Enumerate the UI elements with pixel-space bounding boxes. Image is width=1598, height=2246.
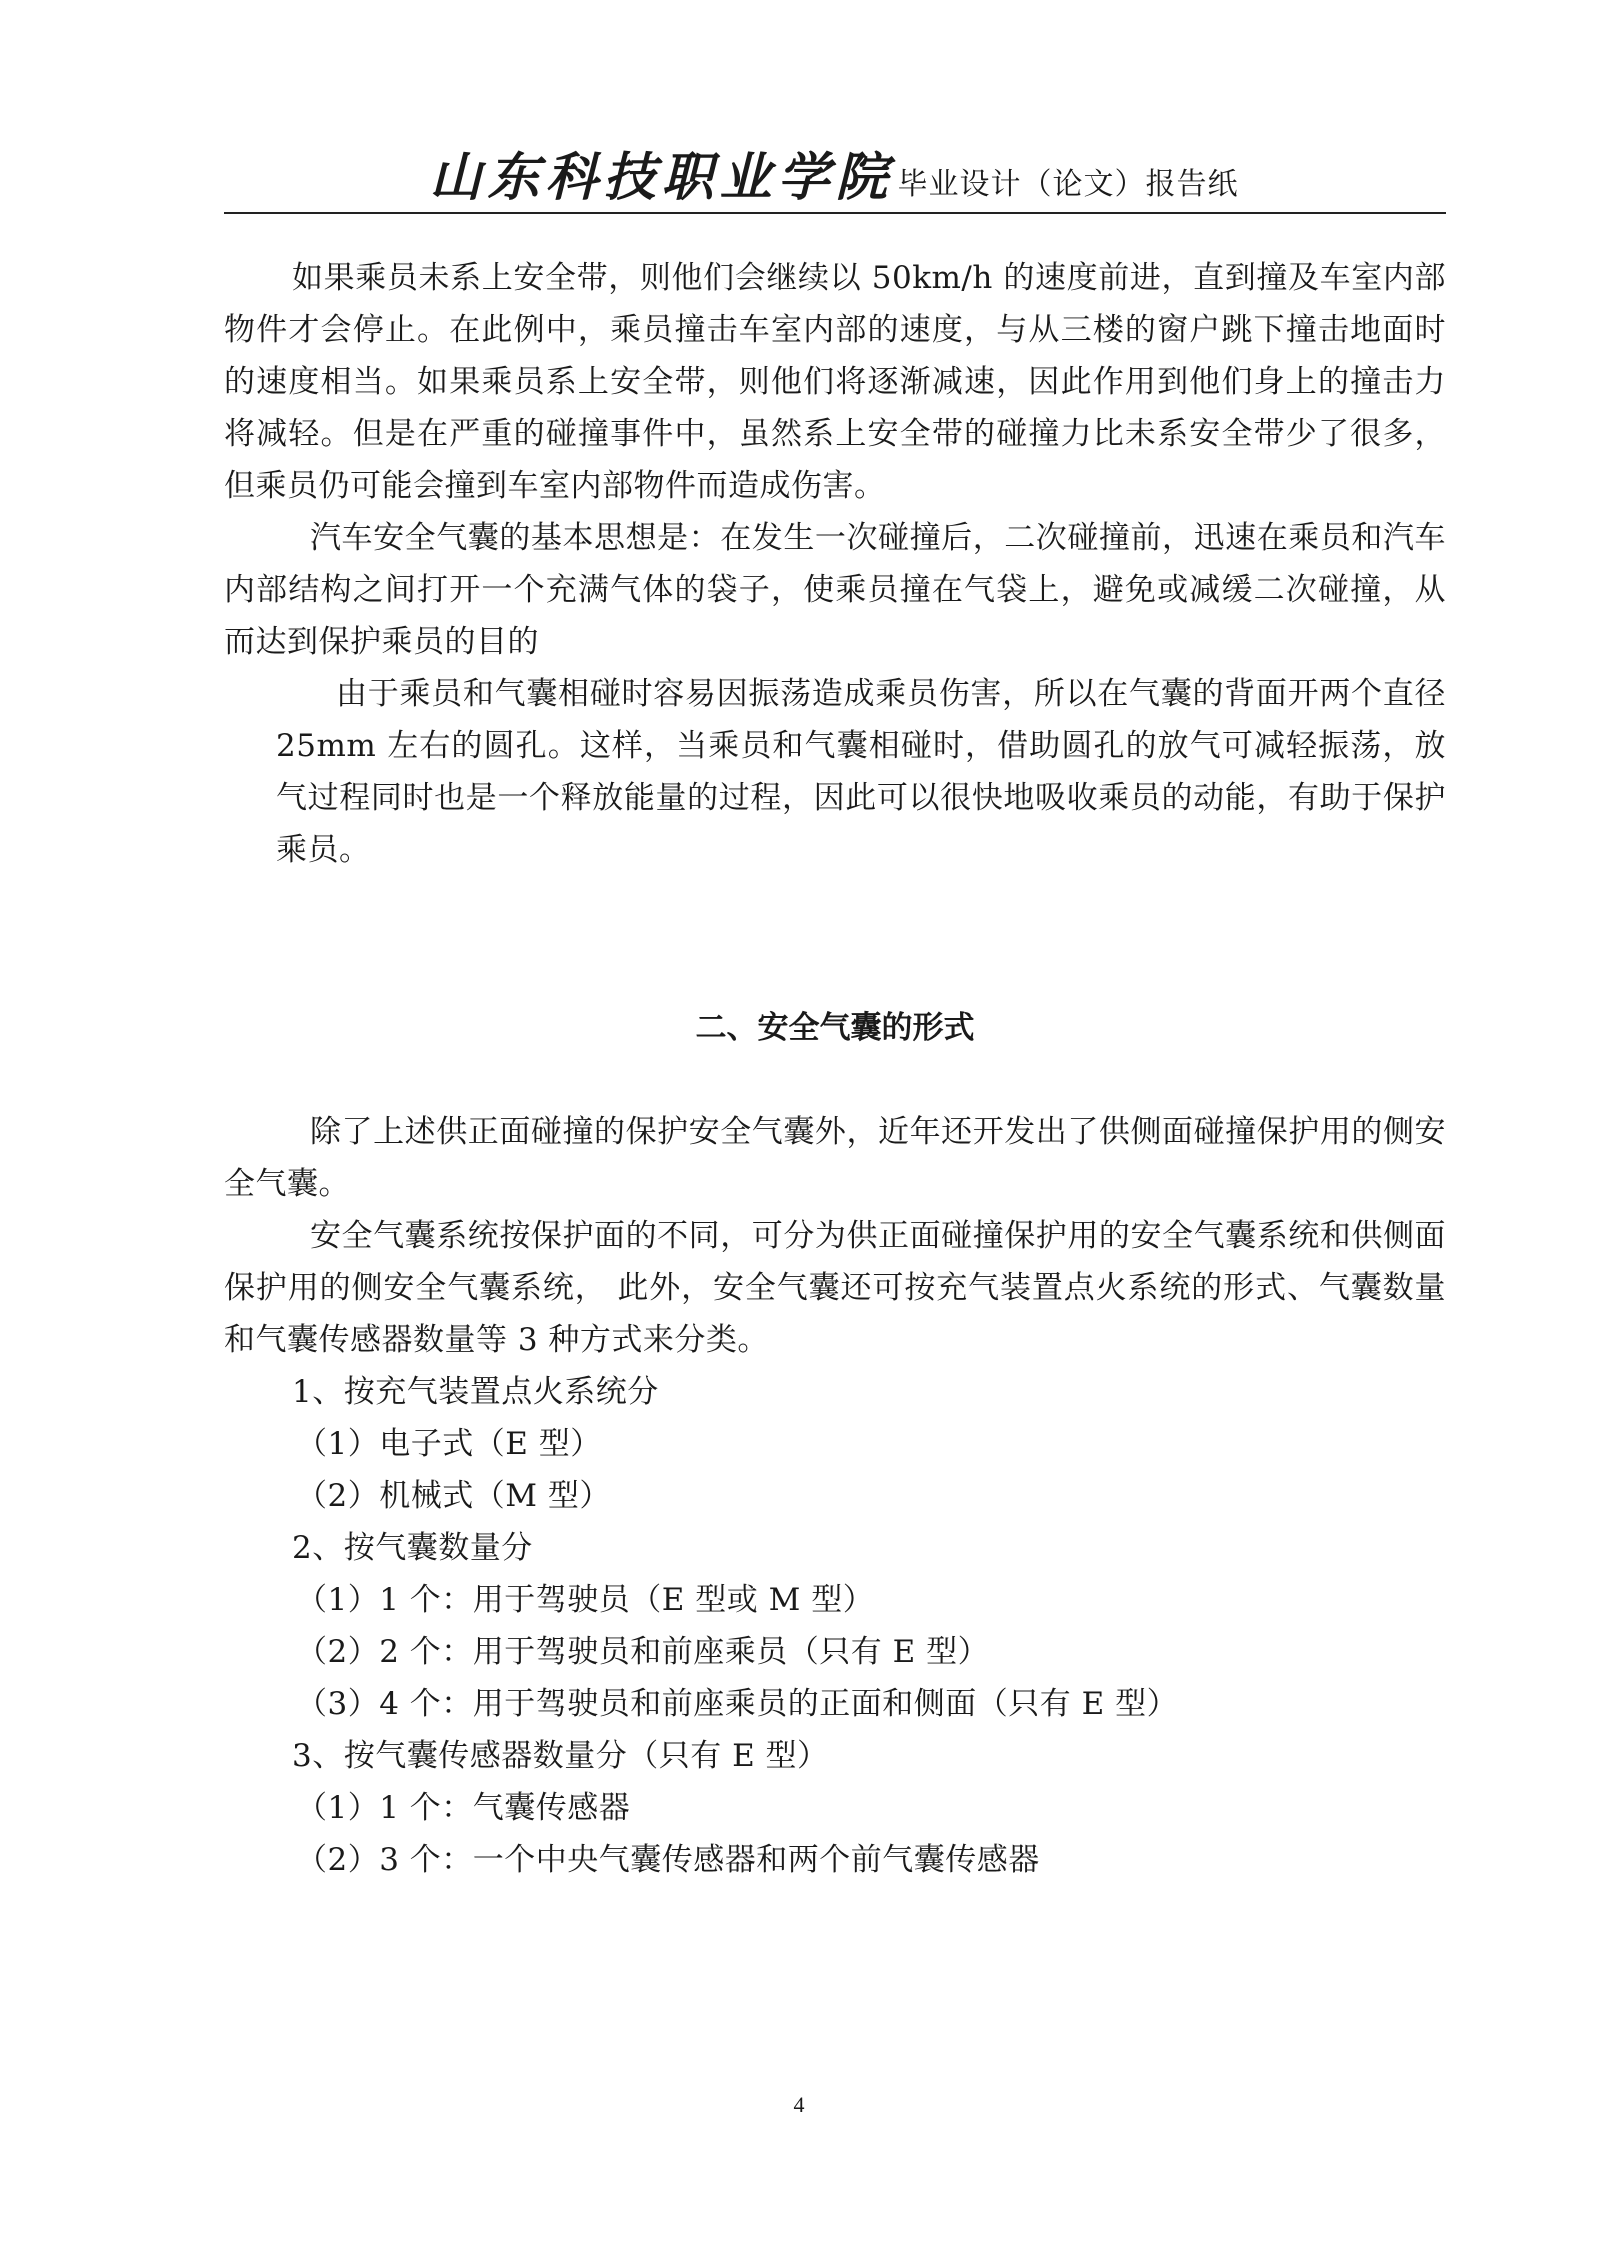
list-item: 3、按气囊传感器数量分（只有 E 型） — [292, 1738, 829, 1774]
list-item: 2、按气囊数量分 — [292, 1530, 533, 1566]
header-subtitle: 毕业设计（论文）报告纸 — [897, 167, 1239, 202]
paragraph-airbag-concept: 汽车安全气囊的基本思想是：在发生一次碰撞后，二次碰撞前，迅速在乘员和汽车内部结构之间打开一个充满气体的袋子，使乘员撞在气袋上，避免或减缓二次碰撞，从而达到保护乘员的目的 — [224, 520, 1446, 660]
school-name: 山东科技职业学院 — [429, 147, 894, 208]
list-item: （1）1 个：气囊传感器 — [296, 1790, 631, 1826]
list-item: （2）3 个：一个中央气囊传感器和两个前气囊传感器 — [296, 1842, 1040, 1878]
header-rule — [224, 212, 1446, 214]
list-item: 1、按充气装置点火系统分 — [292, 1374, 659, 1410]
page-header — [224, 124, 1444, 208]
page-number: 4 — [793, 2092, 805, 2117]
list-item: （2）机械式（M 型） — [296, 1478, 611, 1514]
paragraph-side-airbag: 除了上述供正面碰撞的保护安全气囊外，近年还开发出了供侧面碰撞保护用的侧安全气囊。 — [224, 1114, 1446, 1202]
paragraph-seatbelt: 如果乘员未系上安全带，则他们会继续以 50km/h 的速度前进，直到撞及车室内部物件才会停止。在此例中，乘员撞击车室内部的速度，与从三楼的窗户跳下撞击地面时的速度相当。如果乘员系上安全带，则他们将逐渐减速，因此作用到他们身上的撞击力将减轻。但是在严重的碰撞事件中，虽然系上安全带的碰撞力比未系安全带少了很多，但乘员仍可能会撞到车室内部物件而造成伤害。 — [224, 260, 1446, 504]
list-item: （1）1 个：用于驾驶员（E 型或 M 型） — [296, 1582, 875, 1618]
paragraph-classification: 安全气囊系统按保护面的不同，可分为供正面碰撞保护用的安全气囊系统和供侧面保护用的侧安全气囊系统， 此外，安全气囊还可按充气装置点火系统的形式、气囊数量和气囊传感器数量等 3 种方式来分类。 — [224, 1218, 1446, 1358]
paragraph-vent-holes: 由于乘员和气囊相碰时容易因振荡造成乘员伤害，所以在气囊的背面开两个直径 25mm 左右的圆孔。这样，当乘员和气囊相碰时，借助圆孔的放气可减轻振荡，放气过程同时也是一个释放能量的过程，因此可以很快地吸收乘员的动能，有助于保护乘员。 — [276, 676, 1446, 868]
section-title: 二、安全气囊的形式 — [695, 1010, 975, 1046]
list-item: （3）4 个：用于驾驶员和前座乘员的正面和侧面（只有 E 型） — [296, 1686, 1179, 1722]
list-item: （1）电子式（E 型） — [296, 1426, 602, 1462]
list-item: （2）2 个：用于驾驶员和前座乘员（只有 E 型） — [296, 1634, 990, 1670]
